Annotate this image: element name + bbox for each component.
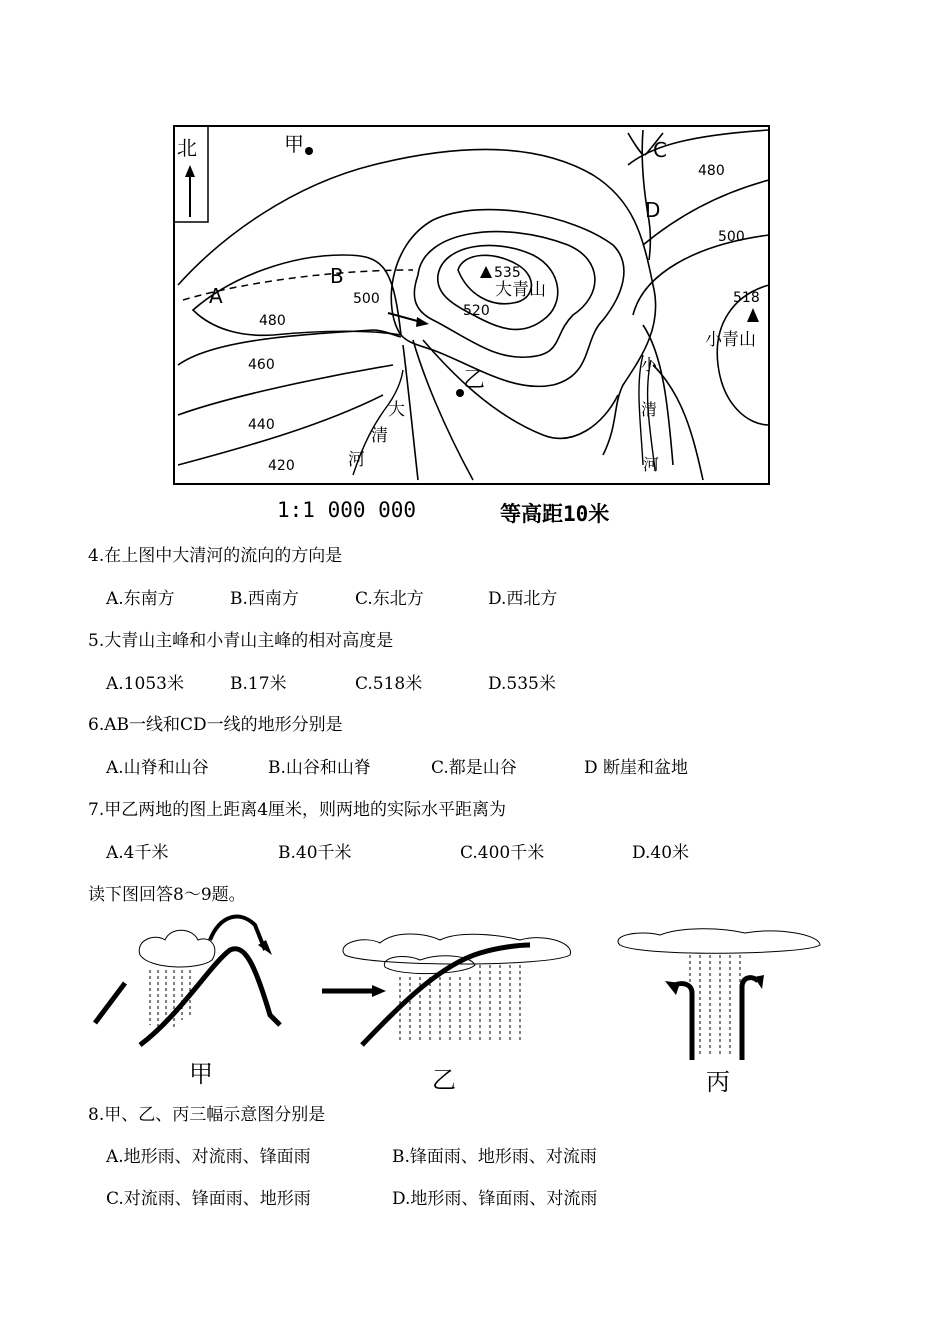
contour-interval: 等高距10米 <box>500 502 610 526</box>
label-yi: 乙 <box>463 368 486 393</box>
label-diagram-yi: 乙 <box>432 1066 456 1094</box>
q4-option-d[interactable]: D.西北方 <box>488 589 558 609</box>
question-4-stem: 4.在上图中大清河的流向的方向是 <box>88 546 343 566</box>
diagram-bing <box>618 929 820 1060</box>
cloud-yi <box>343 934 571 964</box>
river-right-2: 清 <box>641 400 658 419</box>
cloud-bing <box>618 929 820 954</box>
contour-label-420: 420 <box>268 458 295 474</box>
label-diagram-bing: 丙 <box>706 1068 730 1096</box>
q5-option-c[interactable]: C.518米 <box>355 674 423 694</box>
north-label: 北 <box>177 136 197 160</box>
q8-option-b[interactable]: B.锋面雨、地形雨、对流雨 <box>392 1147 597 1167</box>
contour-label-500-right: 500 <box>718 229 745 245</box>
contour-label-440: 440 <box>248 417 275 433</box>
cloud-jia <box>139 930 215 967</box>
north-arrow-icon <box>185 165 195 217</box>
label-diagram-jia: 甲 <box>189 1060 213 1088</box>
q7-option-c[interactable]: C.400千米 <box>460 843 545 863</box>
peak-daqingshan-icon <box>480 266 492 278</box>
q6-option-a[interactable]: A.山脊和山谷 <box>106 758 209 778</box>
contour-label-460: 460 <box>248 357 275 373</box>
q4-option-c[interactable]: C.东北方 <box>355 589 424 609</box>
label-jia: 甲 <box>284 132 304 156</box>
q5-option-d[interactable]: D.535米 <box>488 674 556 694</box>
q7-option-b[interactable]: B.40千米 <box>278 843 352 863</box>
diagram-yi <box>322 934 571 1045</box>
question-6-stem: 6.AB一线和CD一线的地形分别是 <box>88 715 343 735</box>
contour-map <box>173 125 770 485</box>
diagram-jia <box>95 917 280 1045</box>
river-right-1: 小 <box>641 355 658 374</box>
label-daqingshan: 大青山 <box>495 280 546 300</box>
river-right-3: 河 <box>643 455 660 474</box>
wind-arrow-jia <box>210 917 265 950</box>
label-B: B <box>330 264 344 288</box>
peak-xiaoqingshan-icon <box>747 308 759 322</box>
slope-jia <box>95 983 125 1023</box>
label-xiaoqingshan: 小青山 <box>705 330 756 350</box>
q6-option-d[interactable]: D 断崖和盆地 <box>584 758 689 778</box>
question-8-stem: 8.甲、乙、丙三幅示意图分别是 <box>88 1105 326 1125</box>
q8-option-c[interactable]: C.对流雨、锋面雨、地形雨 <box>106 1189 311 1209</box>
question-7-stem: 7.甲乙两地的图上距离4厘米，则两地的实际水平距离为 <box>88 800 507 820</box>
contour-label-520: 520 <box>463 303 490 319</box>
intro-8-9: 读下图回答8～9题。 <box>88 885 246 905</box>
q6-option-b[interactable]: B.山谷和山脊 <box>268 758 371 778</box>
question-5-stem: 5.大青山主峰和小青山主峰的相对高度是 <box>88 631 394 651</box>
updraft-left <box>672 984 692 1060</box>
q8-option-a[interactable]: A.地形雨、对流雨、锋面雨 <box>106 1147 311 1167</box>
q7-option-d[interactable]: D.40米 <box>632 843 690 863</box>
label-A: A <box>209 284 223 308</box>
rain-bing <box>690 955 740 1055</box>
rain-yi <box>400 965 520 1040</box>
q4-option-b[interactable]: B.西南方 <box>230 589 299 609</box>
label-C: C <box>653 138 667 162</box>
q7-option-a[interactable]: A.4千米 <box>106 843 169 863</box>
mountain-jia <box>140 949 280 1045</box>
contour-label-518: 518 <box>733 290 760 306</box>
q5-option-b[interactable]: B.17米 <box>230 674 287 694</box>
river-left-3: 河 <box>348 450 365 470</box>
contour-label-480-right: 480 <box>698 163 725 179</box>
map-scale: 1:1 000 000 <box>277 498 417 522</box>
river-left-1: 大 <box>388 400 405 420</box>
label-D: D <box>645 198 661 222</box>
river-left-2: 清 <box>371 426 388 446</box>
contour-label-500: 500 <box>353 291 380 307</box>
updraft-right <box>742 978 758 1060</box>
contour-label-535: 535 <box>494 265 521 281</box>
q6-option-c[interactable]: C.都是山谷 <box>431 758 517 778</box>
contour-label-480: 480 <box>259 313 286 329</box>
q5-option-a[interactable]: A.1053米 <box>106 674 184 694</box>
q4-option-a[interactable]: A.东南方 <box>106 589 175 609</box>
point-jia <box>305 147 313 155</box>
q8-option-d[interactable]: D.地形雨、锋面雨、对流雨 <box>392 1189 598 1209</box>
